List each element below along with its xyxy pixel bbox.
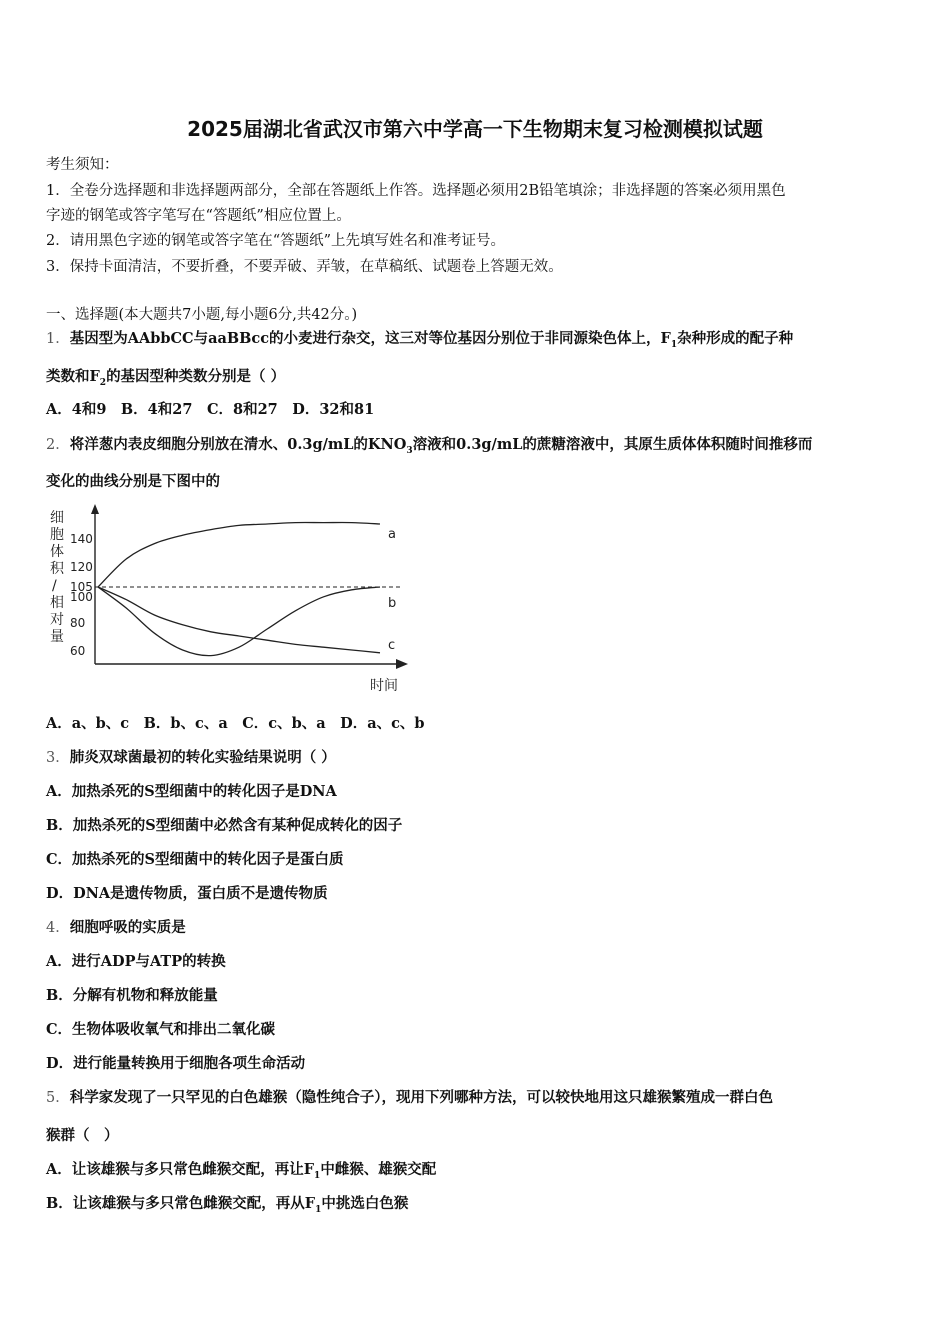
y-axis-arrow (91, 504, 99, 514)
series-line-b (98, 587, 380, 656)
y-tick-label: 105 (70, 580, 93, 594)
series-label-c: c (388, 637, 396, 653)
question-2-line-2: 变化的曲线分别是下图中的 (46, 473, 220, 490)
question-3-stem: 3．肺炎双球菌最初的转化实验结果说明（ ） (46, 749, 336, 766)
question-5-line-1: 5．科学家发现了一只罕见的白色雄猴（隐性纯合子），现用下列哪种方法，可以较快地用这只雄猴繁殖成一群白色 (46, 1089, 773, 1106)
question-4-option-c: C．生物体吸收氧气和排出二氧化碳 (46, 1021, 276, 1038)
question-5-option-a: A．让该雄猴与多只常色雌猴交配，再让$F_1$中雌猴、雄猴交配 (46, 1161, 437, 1181)
notice-item: 2．请用黑色字迹的钢笔或答字笔在“答题纸”上先填写姓名和准考证号。 (46, 233, 506, 249)
ylabel-char: 相 (50, 595, 64, 611)
x-axis-arrow (396, 659, 408, 669)
question-3-option-c: C．加热杀死的S型细菌中的转化因子是蛋白质 (46, 851, 344, 868)
question-number: 4． (46, 920, 70, 936)
ylabel-char: 量 (50, 629, 64, 645)
question-number: 1． (46, 331, 70, 347)
question-5-line-2: 猴群（ ） (46, 1127, 119, 1144)
x-axis-label: 时间 (370, 678, 398, 694)
question-1-line-1: 1．基因型为AAbbCC与aaBBcc的小麦进行杂交，这三对等位基因分别位于非同源染色体上，$F_1$杂种形成的配子种 (46, 330, 794, 350)
question-4-option-d: D．进行能量转换用于细胞各项生命活动 (46, 1055, 306, 1072)
ylabel-char: 细 (50, 510, 64, 526)
section-heading: 一、选择题(本大题共7小题,每小题6分,共42分。) (46, 307, 358, 323)
question-2-options: A．a、b、c B．b、c、a C．c、b、a D．a、c、b (46, 715, 425, 732)
y-tick-label: 60 (70, 644, 86, 658)
question-1-options: A．4和9 B．4和27 C．8和27 D．32和81 (46, 401, 375, 418)
notice-item: 1．全卷分选择题和非选择题两部分，全部在答题纸上作答。选择题必须用2B铅笔填涂；非选择题的答案必须用黑色 (46, 183, 786, 199)
question-number: 5． (46, 1090, 70, 1106)
question-4-option-b: B．分解有机物和释放能量 (46, 987, 218, 1004)
ylabel-char: 体 (50, 544, 64, 560)
y-tick-label: 100 (70, 590, 93, 604)
notice-heading: 考生须知： (46, 157, 119, 173)
series-line-c (98, 587, 380, 653)
ylabel-char: / (52, 578, 57, 594)
question-3-option-d: D．DNA是遗传物质，蛋白质不是遗传物质 (46, 885, 328, 902)
series-line-a (98, 522, 380, 587)
question-number: 2． (46, 437, 70, 453)
question-number: 3． (46, 750, 70, 766)
y-tick-label: 140 (70, 532, 93, 546)
ylabel-char: 对 (50, 612, 64, 628)
question-3-option-b: B．加热杀死的S型细菌中必然含有某种促成转化的因子 (46, 817, 403, 834)
y-tick-label: 120 (70, 560, 93, 574)
question-4-stem: 4．细胞呼吸的实质是 (46, 919, 186, 936)
volume-chart (40, 500, 420, 700)
ylabel-char: 积 (50, 561, 64, 577)
y-tick-label: 80 (70, 616, 86, 630)
question-3-option-a: A．加热杀死的S型细菌中的转化因子是DNA (46, 783, 337, 800)
series-label-a: a (388, 527, 396, 542)
ylabel-char: 胞 (50, 527, 64, 543)
notice-item: 字迹的钢笔或答字笔写在“答题纸”相应位置上。 (46, 208, 351, 224)
question-4-option-a: A．进行ADP与ATP的转换 (46, 953, 226, 970)
question-5-option-b: B．让该雄猴与多只常色雌猴交配，再从$F_1$中挑选白色猴 (46, 1195, 409, 1215)
question-1-line-2: 类数和$F_2$的基因型种类数分别是（ ） (46, 368, 286, 388)
notice-item: 3．保持卡面清洁，不要折叠，不要弄破、弄皱，在草稿纸、试题卷上答题无效。 (46, 259, 563, 275)
series-label-b: b (388, 596, 397, 611)
page-title: 2025届湖北省武汉市第六中学高一下生物期末复习检测模拟试题 (187, 117, 763, 141)
question-2-line-1: 2．将洋葱内表皮细胞分别放在清水、0.3g/mL的$KNO_3$溶液和0.3g/mL的蔗糖溶液中，其原生质体体积随时间推移而 (46, 436, 813, 456)
